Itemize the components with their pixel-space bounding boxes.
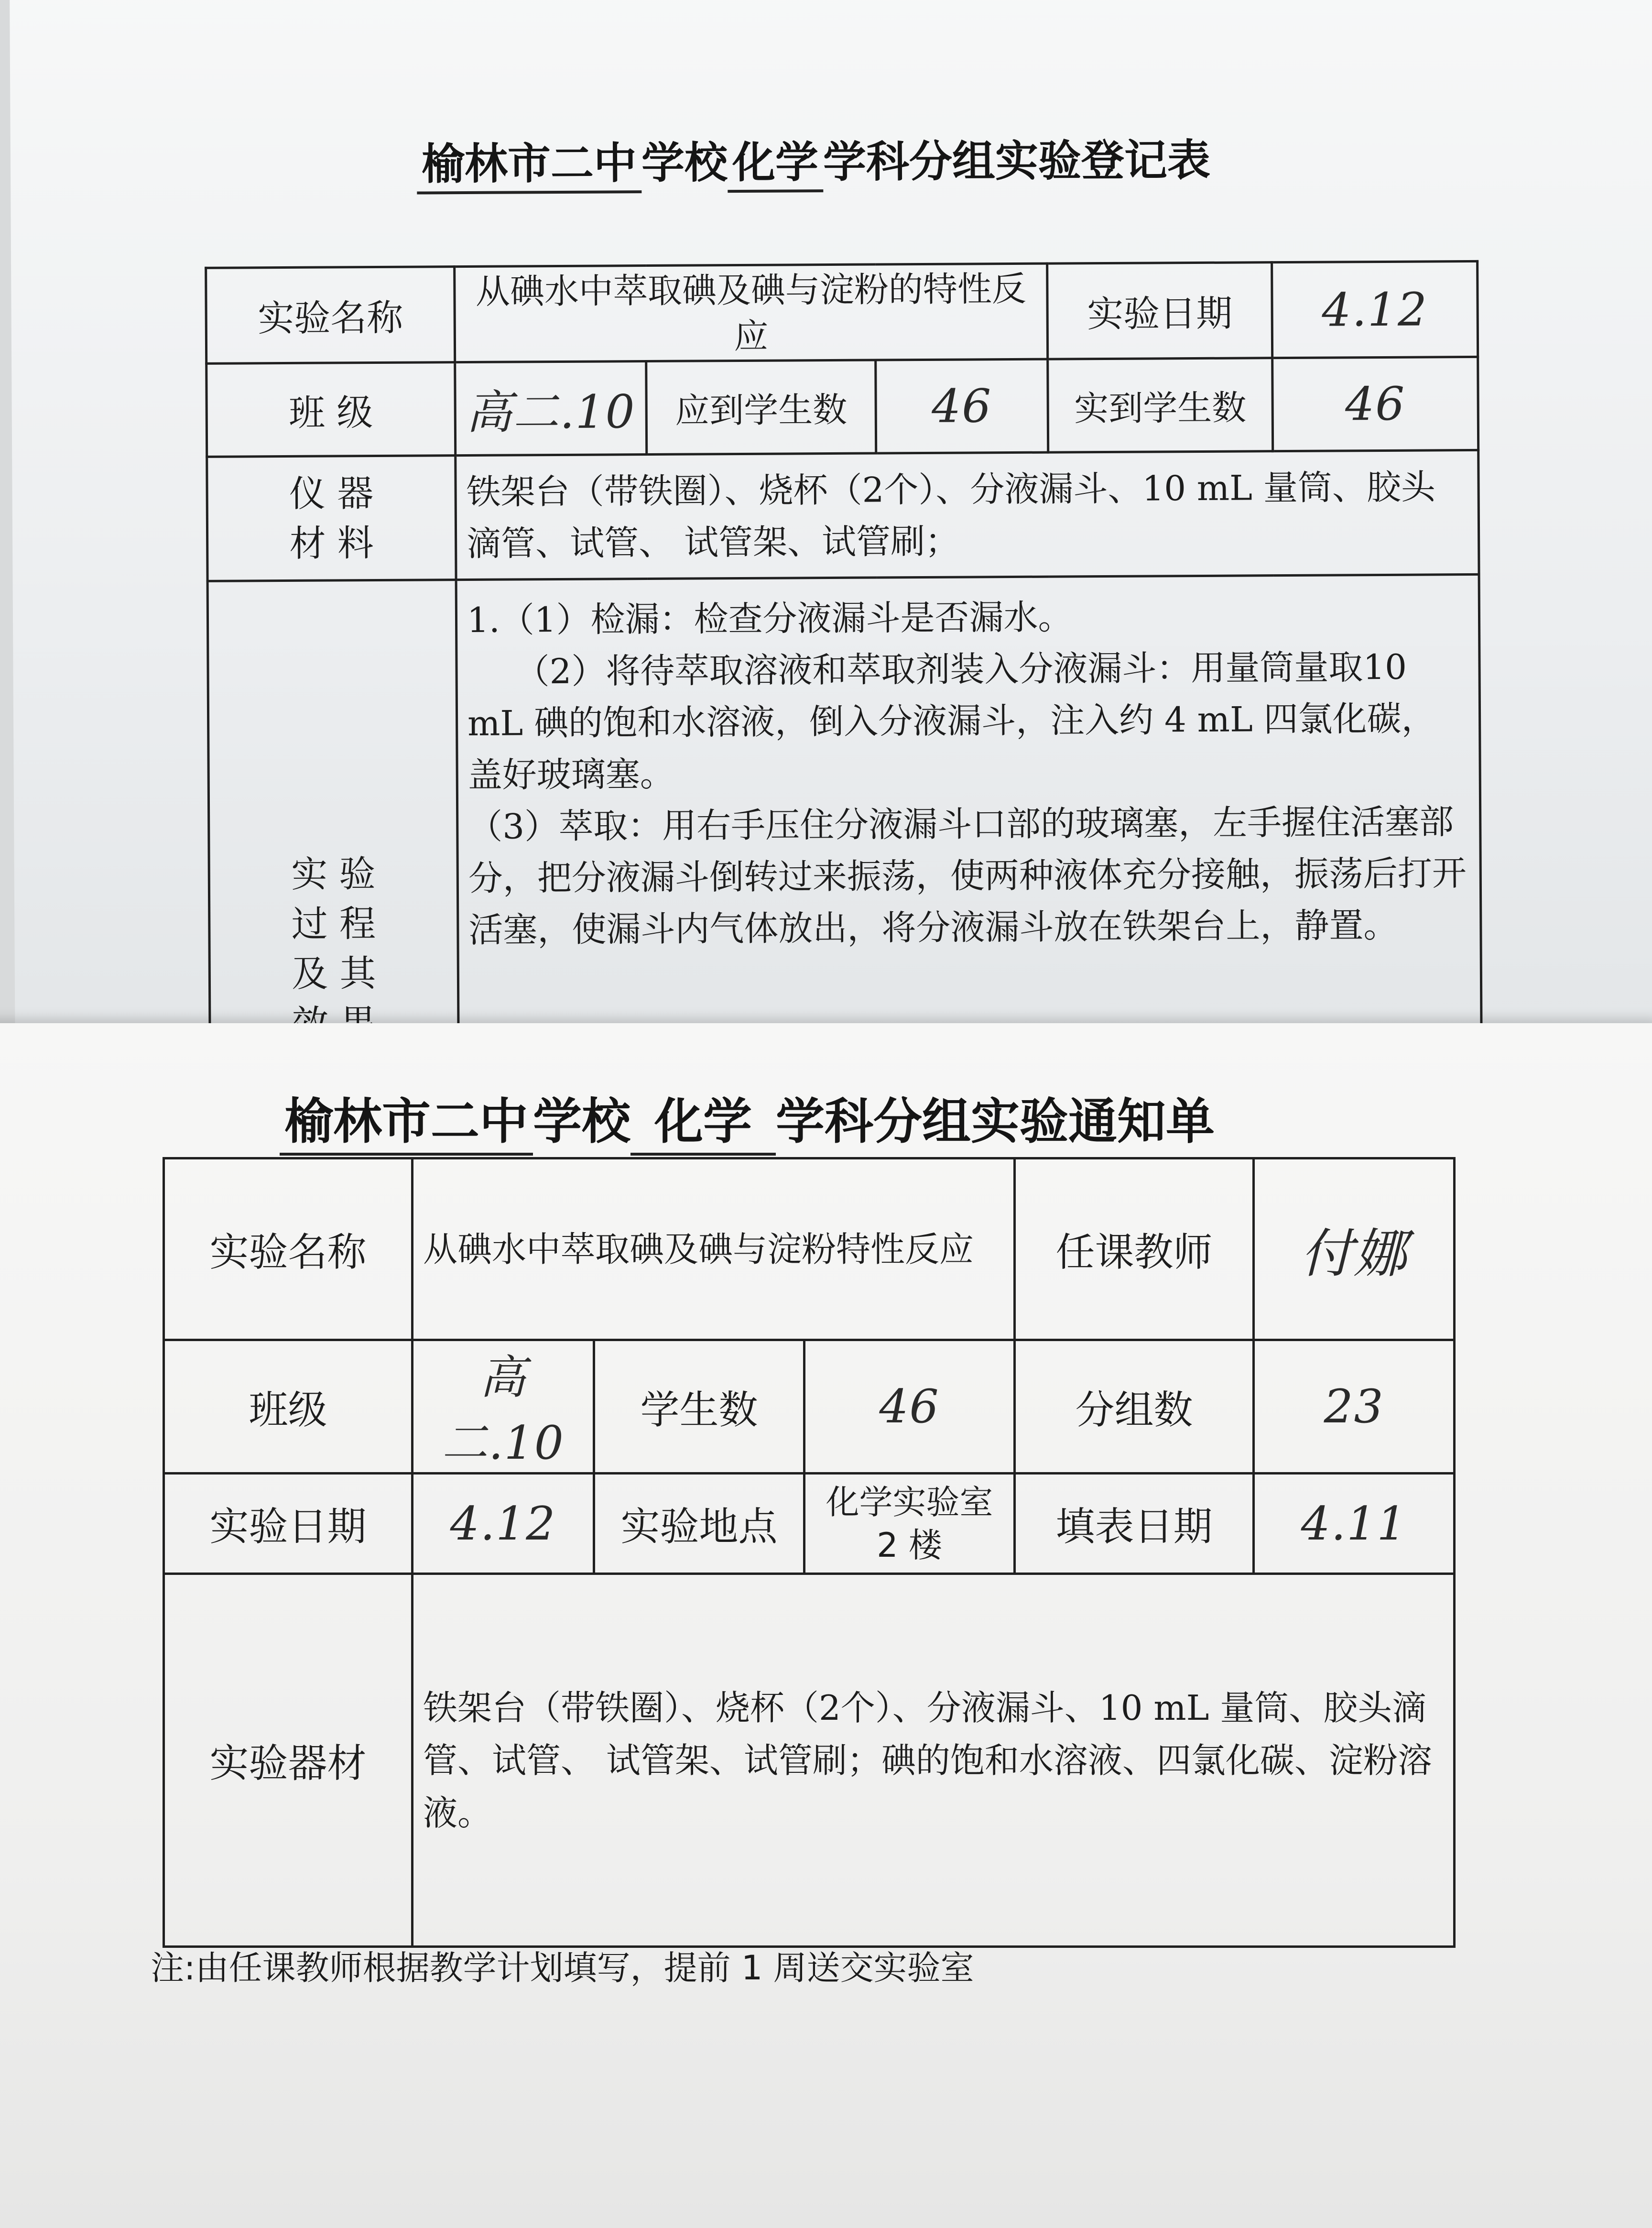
school-suffix: 学校	[641, 137, 728, 189]
process-row	[207, 574, 1481, 1059]
name-value: 从碘水中萃取碘及碘与淀粉特性反应	[413, 1158, 1015, 1340]
equipment-value: 铁架台（带铁圈）、烧杯（2个）、分液漏斗、10 mL 量筒、胶头滴管、试管、 试管架、试管刷；	[456, 450, 1479, 579]
name-label: 实验名称	[164, 1158, 413, 1340]
date-label: 实验日期	[1047, 262, 1272, 359]
footnote: 注:由任课教师根据教学计划填写，提前 1 周送交实验室	[151, 1948, 974, 1988]
fill-date-value: 4.11	[1254, 1474, 1455, 1574]
subject-name: 化学	[728, 127, 824, 193]
form-title-rest: 学科分组实验通知单	[776, 1093, 1215, 1150]
school-name: 榆林市二中	[417, 128, 642, 194]
equipment-label-line-2: 材 料	[289, 521, 374, 565]
process-label-line-3: 及 其	[292, 952, 376, 995]
subject-name: 化学	[630, 1083, 776, 1156]
process-step-1: 1.（1）检漏：检查分液漏斗是否漏水。	[467, 597, 1073, 641]
process-step-2: （2）将待萃取溶液和萃取剂装入分液漏斗：用量筒量取10 mL 碘的饱和水溶液，倒入分液漏斗，注入约 4 mL 四氯化碳，盖好玻璃塞。	[467, 646, 1436, 796]
groups-value: 23	[1254, 1340, 1455, 1474]
process-text	[456, 574, 1481, 1058]
place-label: 实验地点	[594, 1474, 804, 1574]
equipment-value: 铁架台（带铁圈）、烧杯（2个）、分液漏斗、10 mL 量筒、胶头滴管、试管、 试管架、试管刷；碘的饱和水溶液、四氯化碳、淀粉溶液。	[413, 1574, 1455, 1947]
name-label: 实验名称	[206, 267, 455, 364]
date-label: 实验日期	[164, 1474, 413, 1574]
date-row	[164, 1474, 1455, 1574]
process-label-line-1: 实 验	[291, 852, 376, 896]
form-title-rest: 学科分组实验登记表	[823, 134, 1211, 188]
class-value: 高二.10	[413, 1340, 594, 1474]
school-suffix: 学校	[533, 1093, 630, 1150]
registration-title	[417, 125, 1211, 195]
process-label	[207, 580, 458, 1059]
expected-label: 应到学生数	[646, 360, 876, 455]
actual-label: 实到学生数	[1048, 358, 1273, 452]
class-value: 高二.10	[455, 361, 647, 456]
notification-sheet	[0, 1023, 1652, 2228]
equipment-row	[207, 450, 1479, 581]
equipment-row	[164, 1574, 1455, 1947]
notification-title	[280, 1083, 1215, 1156]
equipment-label	[207, 456, 456, 581]
teacher-label: 任课教师	[1015, 1158, 1254, 1340]
school-name: 榆林市二中	[280, 1083, 533, 1156]
fill-date-label: 填表日期	[1015, 1474, 1254, 1574]
place-value	[804, 1474, 1015, 1574]
expected-value: 46	[876, 359, 1048, 453]
place-value-line-1: 化学实验室	[826, 1482, 993, 1522]
groups-label: 分组数	[1015, 1340, 1254, 1474]
class-row	[206, 357, 1478, 457]
registration-table	[205, 260, 1483, 1060]
class-label: 班级	[164, 1340, 413, 1474]
date-value: 4.12	[1272, 261, 1478, 358]
date-value: 4.12	[413, 1474, 594, 1574]
actual-value: 46	[1272, 357, 1478, 451]
class-label: 班 级	[206, 362, 456, 457]
notification-table	[163, 1157, 1456, 1948]
students-label: 学生数	[594, 1340, 804, 1474]
name-row	[206, 261, 1478, 363]
equipment-label-line-1: 仪 器	[289, 471, 374, 515]
place-value-line-2: 2 楼	[877, 1525, 942, 1565]
class-row	[164, 1340, 1455, 1474]
process-label-line-2: 过 程	[291, 902, 376, 945]
name-value: 从碘水中萃取碘及碘与淀粉的特性反应	[455, 263, 1048, 362]
name-row	[164, 1158, 1455, 1340]
registration-sheet	[10, 0, 1652, 1047]
equipment-label: 实验器材	[164, 1574, 413, 1947]
process-step-3: （3）萃取：用右手压住分液漏斗口部的玻璃塞，左手握住活塞部分，把分液漏斗倒转过来振荡，使两种液体充分接触，振荡后打开活塞，使漏斗内气体放出，将分液漏斗放在铁架台上，静置。	[468, 801, 1467, 950]
teacher-value: 付娜	[1254, 1158, 1455, 1340]
students-value: 46	[804, 1340, 1015, 1474]
